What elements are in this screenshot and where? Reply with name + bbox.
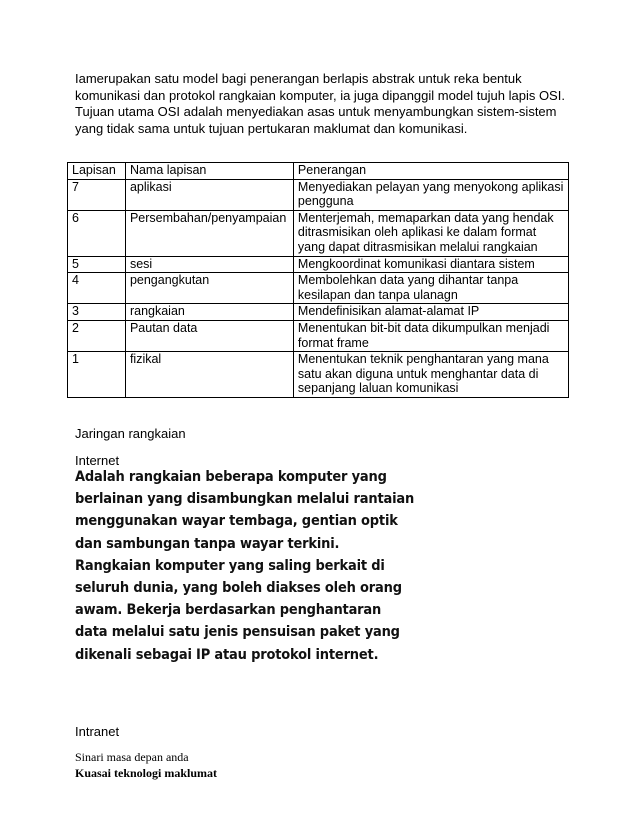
table-row	[68, 179, 569, 210]
internet-line: seluruh dunia, yang boleh diakses oleh orang	[75, 580, 402, 597]
layer-number: 1	[68, 352, 126, 398]
intro-line: komunikasi dan protokol rangkaian komputer, ia juga dipanggil model tujuh lapis OSI.	[75, 87, 565, 103]
internet-heading: Internet	[75, 453, 120, 468]
internet-line: dikenali sebagai IP atau protokol internet.	[75, 646, 379, 663]
column-header-description: Penerangan	[293, 163, 568, 180]
layer-name: sesi	[125, 256, 293, 273]
footer-line-2: Kuasai teknologi maklumat	[75, 766, 218, 780]
table-row	[68, 320, 569, 351]
layer-number: 4	[68, 273, 126, 304]
internet-line: Rangkaian komputer yang saling berkait di	[75, 557, 385, 574]
table-row	[68, 210, 569, 256]
internet-line: awam. Bekerja berdasarkan penghantaran	[75, 602, 382, 619]
layer-number: 6	[68, 210, 126, 256]
layer-description: Menentukan bit-bit data dikumpulkan menjadi format frame	[293, 320, 568, 351]
layer-description: Mendefinisikan alamat-alamat IP	[293, 304, 568, 321]
layer-name: fizikal	[125, 352, 293, 398]
layer-name: aplikasi	[125, 179, 293, 210]
layer-description: Menyediakan pelayan yang menyokong aplikasi pengguna	[293, 179, 568, 210]
internet-line: berlainan yang disambungkan melalui rantaian	[75, 491, 415, 508]
table-row	[68, 256, 569, 273]
layer-number: 2	[68, 320, 126, 351]
layer-name: Persembahan/penyampaian	[125, 210, 293, 256]
layer-number: 5	[68, 256, 126, 273]
internet-line: data melalui satu jenis pensuisan paket yang	[75, 624, 400, 641]
intro-paragraph	[75, 71, 570, 137]
intro-line: yang tidak sama untuk tujuan pertukaran maklumat dan komunikasi.	[75, 120, 468, 136]
footer-line-1: Sinari masa depan anda	[75, 750, 189, 764]
intranet-heading: Intranet	[75, 724, 120, 739]
osi-layers-table	[67, 162, 569, 398]
internet-line: menggunakan wayar tembaga, gentian optik	[75, 513, 398, 530]
intro-line: Tujuan utama OSI adalah menyediakan asas untuk menyambungkan sistem-sistem	[75, 104, 557, 120]
layer-description: Menentukan teknik penghantaran yang mana satu akan diguna untuk menghantar data di sepanjang laluan komunikasi	[293, 352, 568, 398]
internet-line: dan sambungan tanpa wayar terkini.	[75, 535, 340, 552]
internet-line: Adalah rangkaian beberapa komputer yang	[75, 469, 387, 485]
table-header-row	[68, 163, 569, 180]
table-row	[68, 352, 569, 398]
intro-line: Iamerupakan satu model bagi penerangan berlapis abstrak untuk reka bentuk	[75, 71, 522, 86]
layer-description: Menterjemah, memaparkan data yang hendak ditrasmisikan oleh aplikasi ke dalam format yang dapat ditrasmisikan melalui rangkaian	[293, 210, 568, 256]
layer-name: rangkaian	[125, 304, 293, 321]
footer-slogan	[75, 749, 217, 781]
layer-description: Membolehkan data yang dihantar tanpa kesilapan dan tanpa ulanagn	[293, 273, 568, 304]
layer-name: pengangkutan	[125, 273, 293, 304]
column-header-layer: Lapisan	[68, 163, 126, 180]
layer-name: Pautan data	[125, 320, 293, 351]
layer-number: 3	[68, 304, 126, 321]
table-row	[68, 304, 569, 321]
layer-description: Mengkoordinat komunikasi diantara sistem	[293, 256, 568, 273]
table-row	[68, 273, 569, 304]
layer-number: 7	[68, 179, 126, 210]
internet-description	[75, 466, 415, 666]
column-header-name: Nama lapisan	[125, 163, 293, 180]
network-heading: Jaringan rangkaian	[75, 426, 186, 441]
